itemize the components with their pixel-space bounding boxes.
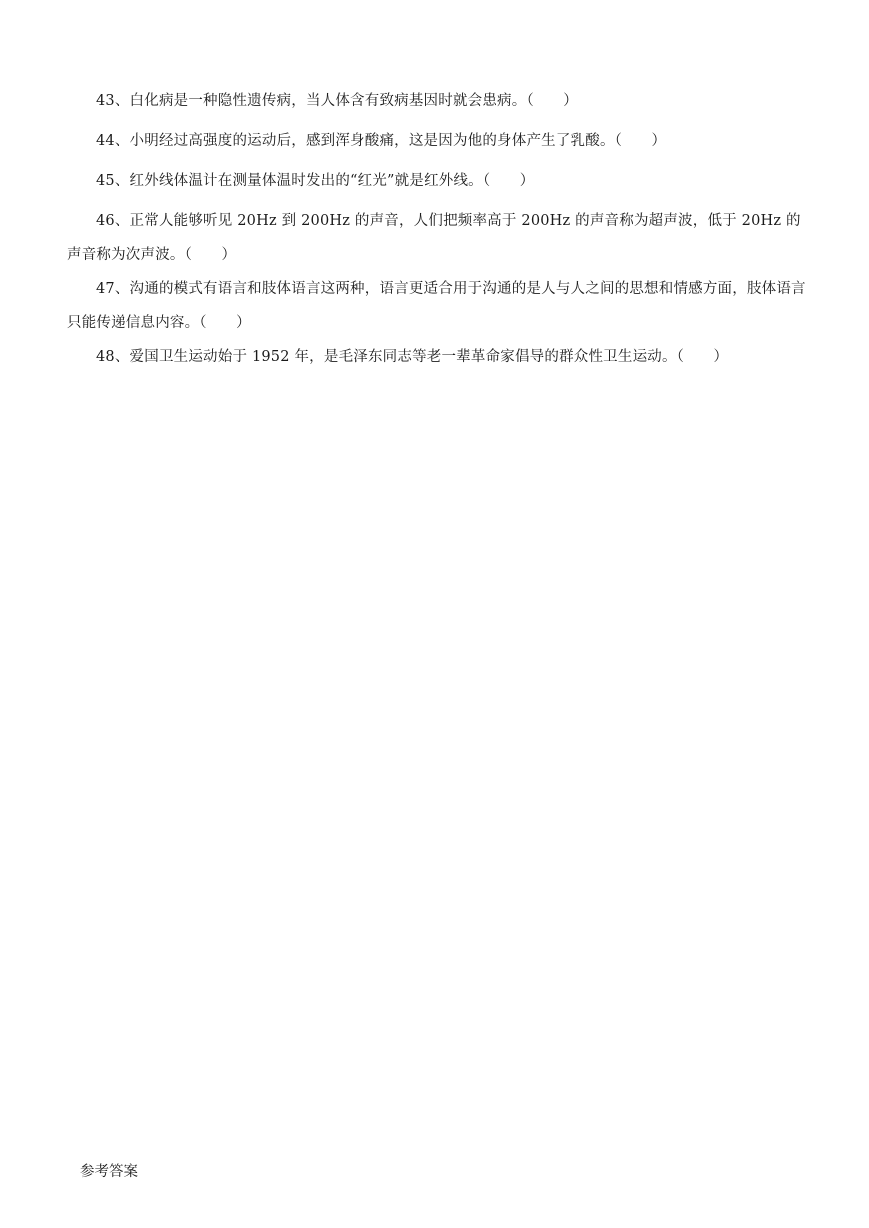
question-47: 47、沟通的模式有语言和肢体语言这两种，语言更适合用于沟通的是人与人之间的思想和情感方面，肢体语言只能传递信息内容。（ ） — [67, 281, 806, 331]
question-43: 43、白化病是一种隐性遗传病，当人体含有致病基因时就会患病。（ ） — [96, 93, 578, 109]
question-46: 46、正常人能够听见 20Hz 到 200Hz 的声音，人们把频率高于 200Hz 的声音称为超声波，低于 20Hz 的声音称为次声波。（ ） — [67, 213, 801, 263]
question-48: 48、爱国卫生运动始于 1952 年，是毛泽东同志等老一辈革命家倡导的群众性卫生运动。（ ） — [96, 349, 729, 365]
question-45: 45、红外线体温计在测量体温时发出的“红光”就是红外线。（ ） — [96, 173, 535, 189]
answer-key-heading: 参考答案 — [80, 1164, 138, 1180]
question-44: 44、小明经过高强度的运动后，感到浑身酸痛，这是因为他的身体产生了乳酸。（ ） — [96, 133, 667, 149]
